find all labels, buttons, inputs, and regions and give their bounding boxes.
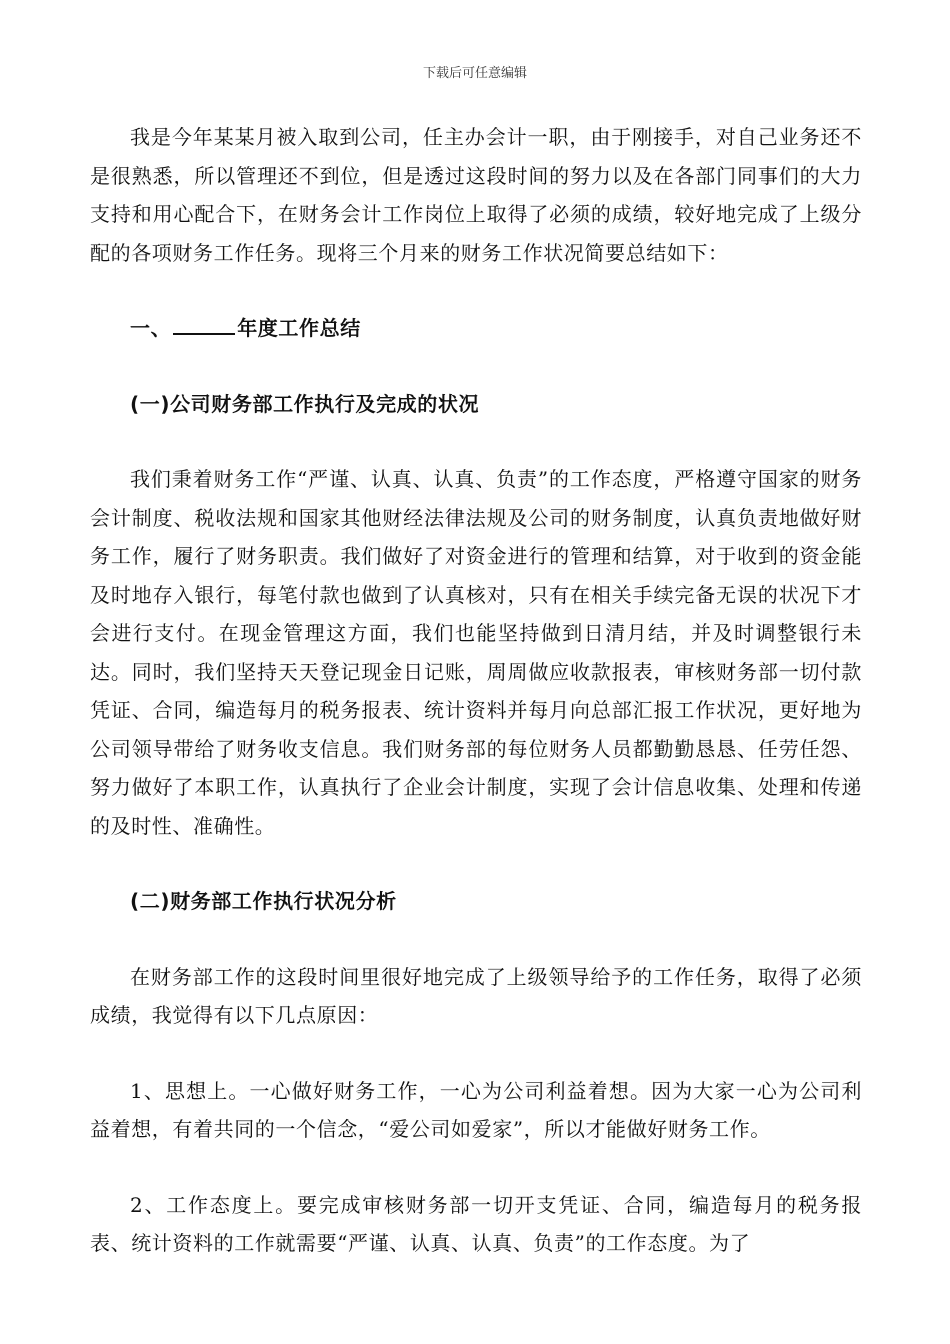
subsection-heading-1: (一)公司财务部工作执行及完成的状况: [130, 391, 480, 416]
page-header-note: 下载后可任意编辑: [422, 66, 527, 81]
year-blank: [173, 319, 235, 335]
paragraph-point-2: 2、工作态度上。要完成审核财务部一切开支凭证、合同，编造每月的税务报表、统计资料的工作就需要“严谨、认真、认真、负责”的工作态度。为了: [90, 1192, 862, 1255]
paragraph-point-1: 1、思想上。一心做好财务工作，一心为公司利益着想。因为大家一心为公司利益着想，有着共同的一个信念，“爱公司如爱家”，所以才能做好财务工作。: [90, 1078, 862, 1141]
subsection-heading-2: (二)财务部工作执行状况分析: [130, 889, 397, 913]
section-heading-1: [90, 309, 862, 348]
paragraph-analysis: 在财务部工作的这段时间里很好地完成了上级领导给予的工作任务，取得了必须成绩，我觉得有以下几点原因：: [90, 964, 862, 1027]
section-heading-1-suffix: 年度工作总结: [237, 316, 361, 340]
intro-paragraph: 我是今年某某月被入取到公司，任主办会计一职，由于刚接手，对自己业务还不是很熟悉，所以管理还不到位，但是透过这段时间的努力以及在各部门同事们的大力支持和用心配合下，在财务会计工作岗位上取得了必须的成绩，较好地完成了上级分配的各项财务工作任务。现将三个月来的财务工作状况简要总结如下：: [90, 125, 862, 265]
section-heading-1-prefix: 一、: [130, 316, 172, 340]
document-body: [90, 118, 862, 1263]
paragraph-finance-work: 我们秉着财务工作“严谨、认真、认真、负责”的工作态度，严格遵守国家的财务会计制度、税收法规和国家其他财经法律法规及公司的财务制度，认真负责地做好财务工作，履行了财务职责。我们做好了对资金进行的管理和结算，对于收到的资金能及时地存入银行，每笔付款也做到了认真核对，只有在相关手续完备无误的状况下才会进行支付。在现金管理这方面，我们也能坚持做到日清月结，并及时调整银行未达。同时，我们坚持天天登记现金日记账，周周做应收款报表，审核财务部一切付款凭证、合同，编造每月的税务报表、统计资料并每月向总部汇报工作状况，更好地为公司领导带给了财务收支信息。我们财务部的每位财务人员都勤勤恳恳、任劳任怨、努力做好了本职工作，认真执行了企业会计制度，实现了会计信息收集、处理和传递的及时性、准确性。: [90, 467, 862, 838]
